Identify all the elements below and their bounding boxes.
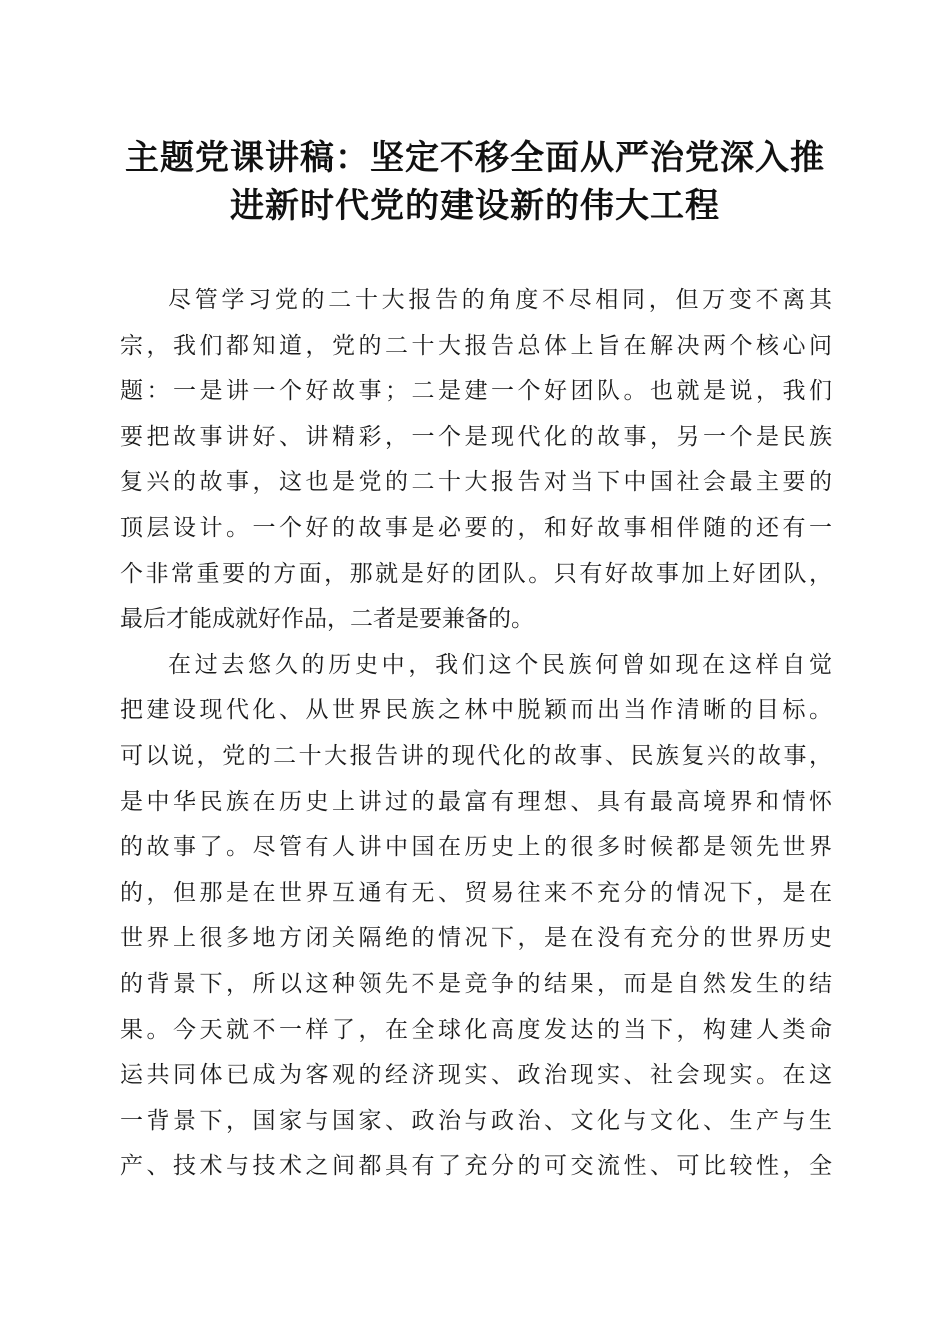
- text-line: 复兴的故事，这也是党的二十大报告对当下中国社会最主要的: [120, 469, 832, 496]
- text-line: 是中华民族在历史上讲过的最富有理想、具有最高境界和情怀: [120, 788, 832, 815]
- text-line: 的，但那是在世界互通有无、贸易往来不充分的情况下，是在: [120, 879, 832, 906]
- text-line: 产、技术与技术之间都具有了充分的可交流性、可比较性，全: [120, 1153, 832, 1180]
- text-line: 运共同体已成为客观的经济现实、政治现实、社会现实。在这: [120, 1062, 832, 1089]
- text-line: 题：一是讲一个好故事；二是建一个好团队。也就是说，我们: [120, 378, 832, 405]
- paragraph: [120, 278, 832, 643]
- text-line: 果。今天就不一样了，在全球化高度发达的当下，构建人类命: [120, 1016, 832, 1043]
- text-line: 个非常重要的方面，那就是好的团队。只有好故事加上好团队，: [120, 560, 832, 587]
- document-body: [120, 278, 832, 1190]
- text-line: 的背景下，所以这种领先不是竞争的结果，而是自然发生的结: [120, 970, 832, 997]
- text-line: 可以说，党的二十大报告讲的现代化的故事、民族复兴的故事，: [120, 742, 832, 769]
- title-line: 主题党课讲稿：坚定不移全面从严治党深入推: [125, 138, 825, 178]
- text-line: 顶层设计。一个好的故事是必要的，和好故事相伴随的还有一: [120, 514, 832, 541]
- text-line: 的故事了。尽管有人讲中国在历史上的很多时候都是领先世界: [120, 834, 832, 861]
- text-line: 把建设现代化、从世界民族之林中脱颖而出当作清晰的目标。: [120, 697, 832, 724]
- text-line: 在过去悠久的历史中，我们这个民族何曾如现在这样自觉: [168, 651, 832, 678]
- paragraph: [120, 643, 832, 1190]
- text-line: 宗，我们都知道，党的二十大报告总体上旨在解决两个核心问: [120, 332, 832, 359]
- text-line: 尽管学习党的二十大报告的角度不尽相同，但万变不离其: [168, 287, 832, 313]
- text-line: 世界上很多地方闭关隔绝的情况下，是在没有充分的世界历史: [120, 925, 832, 952]
- text-line: 要把故事讲好、讲精彩，一个是现代化的故事，另一个是民族: [120, 423, 832, 450]
- text-line: 一背景下，国家与国家、政治与政治、文化与文化、生产与生: [120, 1107, 832, 1134]
- text-line: 最后才能成就好作品，二者是要兼备的。: [120, 606, 534, 633]
- document-title: [100, 134, 850, 230]
- title-line: 进新时代党的建设新的伟大工程: [230, 186, 720, 226]
